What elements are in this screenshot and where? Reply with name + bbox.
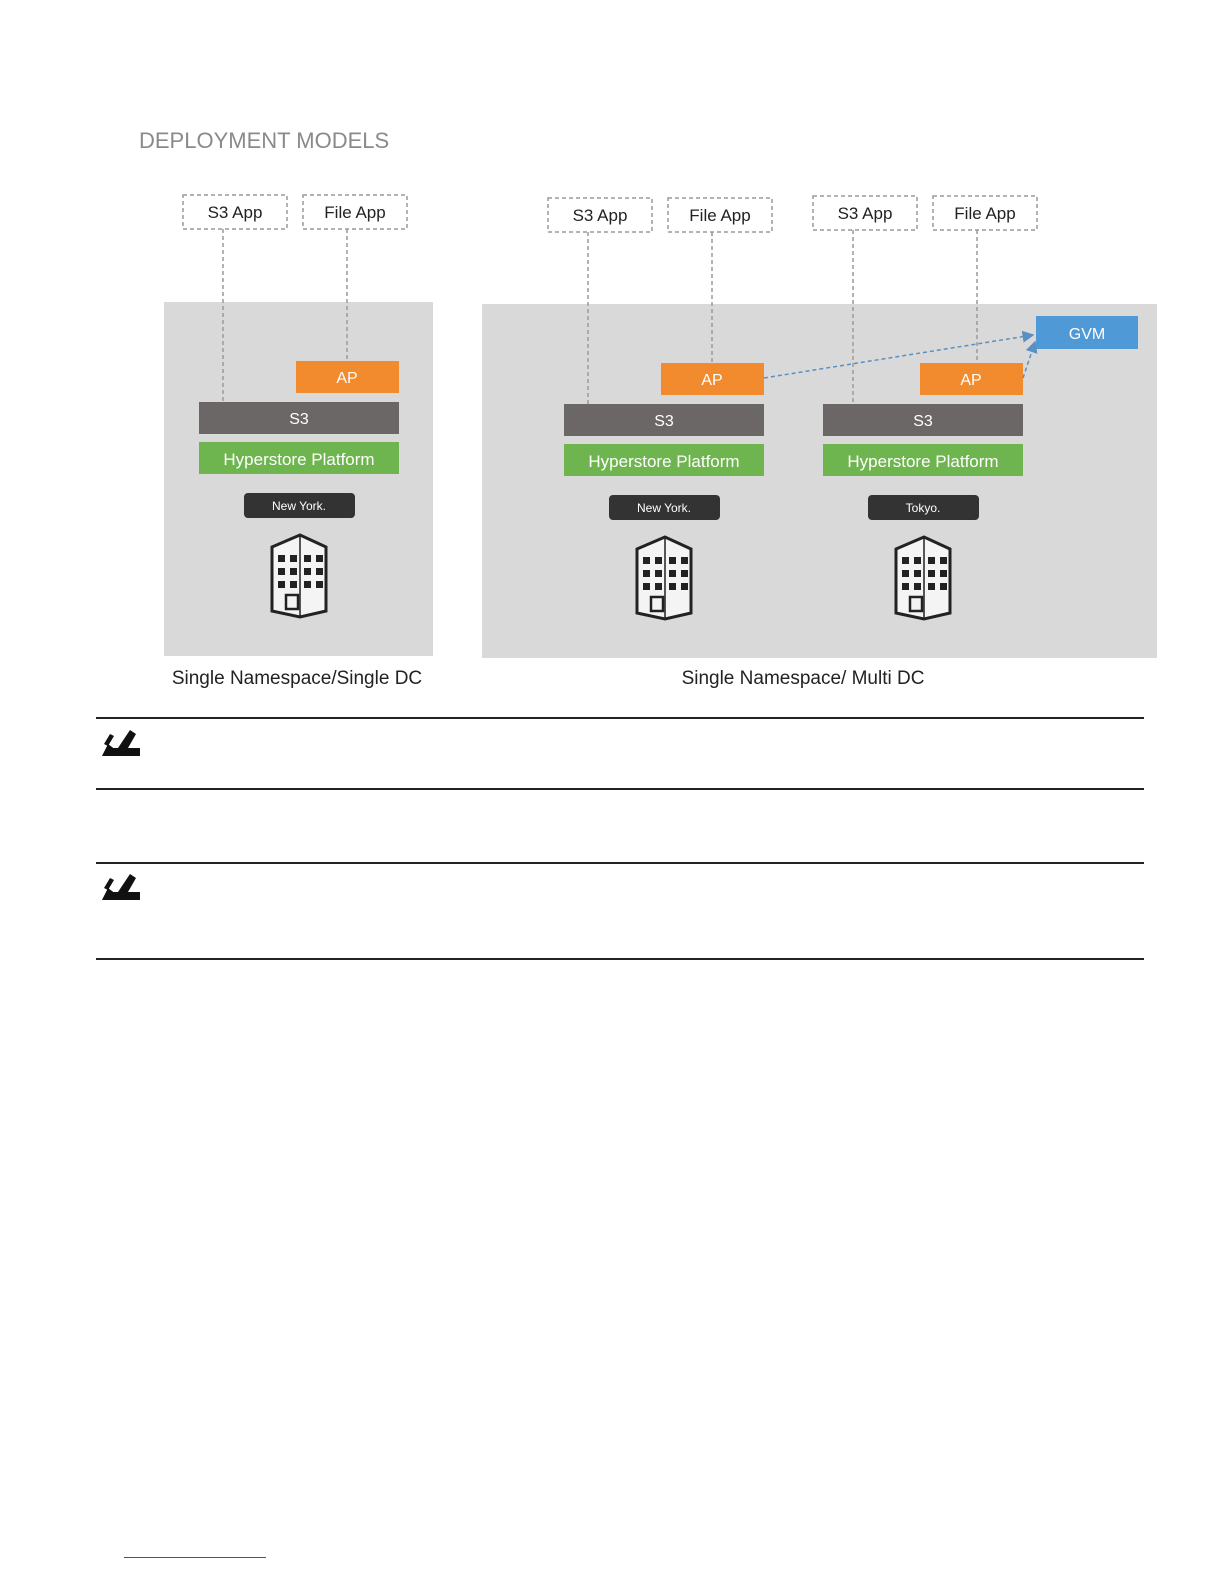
gvm-label: GVM bbox=[1068, 326, 1106, 343]
platform-block bbox=[564, 444, 764, 476]
app-box bbox=[548, 198, 652, 232]
app-box bbox=[303, 195, 407, 229]
platform-label: Hyperstore Platform bbox=[223, 450, 375, 469]
location-badge bbox=[609, 495, 720, 520]
ap-block bbox=[661, 363, 764, 395]
ap-label: AP bbox=[960, 372, 982, 389]
note-rule-top bbox=[96, 862, 1144, 864]
gvm-block bbox=[1036, 316, 1138, 349]
deployment-models-diagram bbox=[0, 0, 1224, 720]
multi-dc-model bbox=[482, 196, 1157, 689]
location-badge bbox=[244, 493, 355, 518]
s3-label: S3 bbox=[654, 413, 674, 430]
platform-block bbox=[199, 442, 399, 474]
app-label: File App bbox=[954, 204, 1016, 223]
app-label: S3 App bbox=[837, 204, 893, 223]
note-rule-bottom bbox=[96, 958, 1144, 960]
app-box bbox=[668, 198, 772, 232]
app-label: S3 App bbox=[207, 203, 263, 222]
footnote-link-underline[interactable] bbox=[124, 1557, 266, 1558]
location-label: New York. bbox=[271, 499, 327, 513]
location-label: New York. bbox=[636, 501, 692, 515]
building-icon bbox=[896, 537, 950, 619]
platform-label: Hyperstore Platform bbox=[847, 452, 999, 471]
app-box bbox=[933, 196, 1037, 230]
multi-dc-caption: Single Namespace/ Multi DC bbox=[681, 668, 925, 689]
single-dc-model bbox=[164, 195, 433, 689]
s3-label: S3 bbox=[289, 411, 309, 428]
pen-note-icon bbox=[98, 724, 144, 760]
app-label: S3 App bbox=[572, 206, 628, 225]
ap-block bbox=[296, 361, 399, 393]
note-rule-top bbox=[96, 717, 1144, 719]
app-label: File App bbox=[324, 203, 386, 222]
building-icon bbox=[637, 537, 691, 619]
ap-label: AP bbox=[336, 370, 358, 387]
note-rule-bottom bbox=[96, 788, 1144, 790]
location-label: Tokyo. bbox=[905, 501, 941, 515]
app-box bbox=[813, 196, 917, 230]
building-icon bbox=[272, 535, 326, 617]
platform-block bbox=[823, 444, 1023, 476]
single-dc-caption: Single Namespace/Single DC bbox=[171, 668, 423, 689]
platform-label: Hyperstore Platform bbox=[588, 452, 740, 471]
ap-block bbox=[920, 363, 1023, 395]
diagram-title: DEPLOYMENT MODELS bbox=[139, 128, 390, 153]
app-box bbox=[183, 195, 287, 229]
app-label: File App bbox=[689, 206, 751, 225]
s3-block bbox=[823, 404, 1023, 436]
ap-label: AP bbox=[701, 372, 723, 389]
multi-dc-panel bbox=[482, 304, 1157, 658]
location-badge bbox=[868, 495, 979, 520]
s3-label: S3 bbox=[913, 413, 933, 430]
s3-block bbox=[199, 402, 399, 434]
s3-block bbox=[564, 404, 764, 436]
pen-note-icon bbox=[98, 868, 144, 904]
